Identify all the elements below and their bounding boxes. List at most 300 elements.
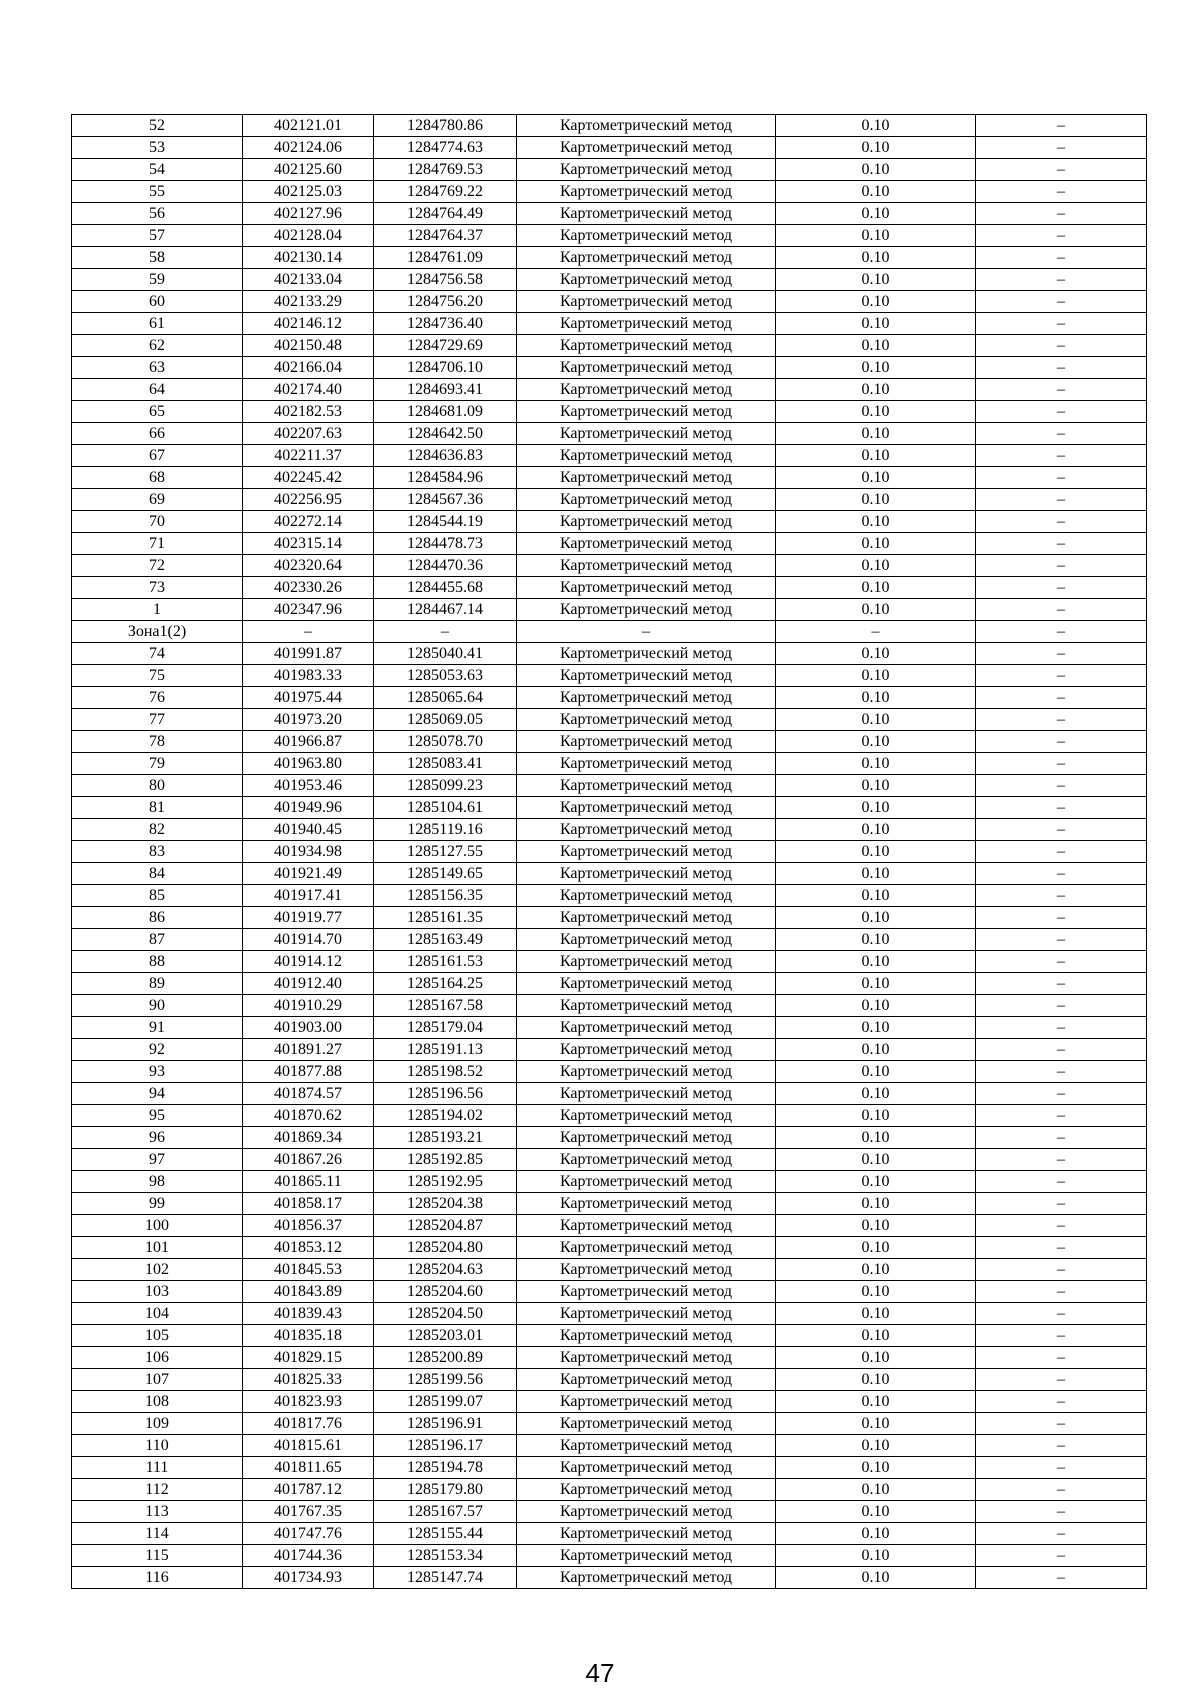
y-coordinate-cell: 1285179.04 — [374, 1017, 517, 1039]
point-number-cell: Зона1(2) — [72, 621, 243, 643]
point-number-cell: 104 — [72, 1303, 243, 1325]
x-coordinate-cell: 401829.15 — [243, 1347, 374, 1369]
x-coordinate-cell: 401940.45 — [243, 819, 374, 841]
method-cell: Картометрический метод — [517, 203, 776, 225]
table-row — [72, 1435, 1147, 1457]
accuracy-cell: 0.10 — [776, 1127, 976, 1149]
x-coordinate-cell: 402150.48 — [243, 335, 374, 357]
y-coordinate-cell: 1284693.41 — [374, 379, 517, 401]
y-coordinate-cell: 1285167.58 — [374, 995, 517, 1017]
x-coordinate-cell: 401910.29 — [243, 995, 374, 1017]
y-coordinate-cell: 1285193.21 — [374, 1127, 517, 1149]
accuracy-cell: 0.10 — [776, 885, 976, 907]
point-number-cell: 75 — [72, 665, 243, 687]
accuracy-cell: 0.10 — [776, 995, 976, 1017]
accuracy-cell: 0.10 — [776, 753, 976, 775]
point-number-cell: 94 — [72, 1083, 243, 1105]
accuracy-cell: 0.10 — [776, 1413, 976, 1435]
point-number-cell: 53 — [72, 137, 243, 159]
table-row — [72, 225, 1147, 247]
y-coordinate-cell: 1285179.80 — [374, 1479, 517, 1501]
y-coordinate-cell: 1284764.37 — [374, 225, 517, 247]
y-coordinate-cell: 1285155.44 — [374, 1523, 517, 1545]
method-cell: Картометрический метод — [517, 995, 776, 1017]
table-row — [72, 709, 1147, 731]
accuracy-cell: 0.10 — [776, 1347, 976, 1369]
accuracy-cell: 0.10 — [776, 665, 976, 687]
accuracy-cell: 0.10 — [776, 203, 976, 225]
y-coordinate-cell: 1284756.20 — [374, 291, 517, 313]
method-cell: Картометрический метод — [517, 643, 776, 665]
table-row — [72, 973, 1147, 995]
table-row — [72, 1039, 1147, 1061]
y-coordinate-cell: 1285149.65 — [374, 863, 517, 885]
y-coordinate-cell: 1284736.40 — [374, 313, 517, 335]
accuracy-cell: 0.10 — [776, 1259, 976, 1281]
note-cell: – — [976, 995, 1147, 1017]
point-number-cell: 80 — [72, 775, 243, 797]
point-number-cell: 70 — [72, 511, 243, 533]
x-coordinate-cell: 402133.29 — [243, 291, 374, 313]
method-cell: Картометрический метод — [517, 1281, 776, 1303]
note-cell: – — [976, 1127, 1147, 1149]
method-cell: Картометрический метод — [517, 291, 776, 313]
x-coordinate-cell: 401811.65 — [243, 1457, 374, 1479]
table-row — [72, 1237, 1147, 1259]
y-coordinate-cell: 1285204.80 — [374, 1237, 517, 1259]
table-row — [72, 1281, 1147, 1303]
accuracy-cell: 0.10 — [776, 247, 976, 269]
y-coordinate-cell: 1285198.52 — [374, 1061, 517, 1083]
y-coordinate-cell: 1285164.25 — [374, 973, 517, 995]
y-coordinate-cell: 1285127.55 — [374, 841, 517, 863]
x-coordinate-cell: 401823.93 — [243, 1391, 374, 1413]
point-number-cell: 67 — [72, 445, 243, 467]
accuracy-cell: 0.10 — [776, 1391, 976, 1413]
y-coordinate-cell: 1284467.14 — [374, 599, 517, 621]
method-cell: Картометрический метод — [517, 1369, 776, 1391]
method-cell: Картометрический метод — [517, 445, 776, 467]
method-cell: Картометрический метод — [517, 863, 776, 885]
note-cell: – — [976, 951, 1147, 973]
point-number-cell: 97 — [72, 1149, 243, 1171]
accuracy-cell: 0.10 — [776, 1171, 976, 1193]
accuracy-cell: 0.10 — [776, 181, 976, 203]
accuracy-cell: 0.10 — [776, 929, 976, 951]
page-number: 47 — [585, 1658, 615, 1688]
accuracy-cell: 0.10 — [776, 1325, 976, 1347]
note-cell: – — [976, 423, 1147, 445]
table-row — [72, 1567, 1147, 1589]
accuracy-cell: 0.10 — [776, 643, 976, 665]
table-row — [72, 753, 1147, 775]
point-number-cell: 76 — [72, 687, 243, 709]
note-cell: – — [976, 577, 1147, 599]
accuracy-cell: 0.10 — [776, 445, 976, 467]
accuracy-cell: 0.10 — [776, 511, 976, 533]
note-cell: – — [976, 401, 1147, 423]
note-cell: – — [976, 1083, 1147, 1105]
point-number-cell: 79 — [72, 753, 243, 775]
method-cell: Картометрический метод — [517, 1325, 776, 1347]
y-coordinate-cell: 1284584.96 — [374, 467, 517, 489]
y-coordinate-cell: 1285204.38 — [374, 1193, 517, 1215]
table-row — [72, 203, 1147, 225]
y-coordinate-cell: 1284761.09 — [374, 247, 517, 269]
note-cell: – — [976, 335, 1147, 357]
note-cell: – — [976, 1237, 1147, 1259]
x-coordinate-cell: 401825.33 — [243, 1369, 374, 1391]
accuracy-cell: 0.10 — [776, 1545, 976, 1567]
accuracy-cell: 0.10 — [776, 1083, 976, 1105]
accuracy-cell: 0.10 — [776, 269, 976, 291]
table-row — [72, 1259, 1147, 1281]
point-number-cell: 100 — [72, 1215, 243, 1237]
x-coordinate-cell: 402166.04 — [243, 357, 374, 379]
accuracy-cell: 0.10 — [776, 1061, 976, 1083]
accuracy-cell: 0.10 — [776, 379, 976, 401]
point-number-cell: 77 — [72, 709, 243, 731]
x-coordinate-cell: 402133.04 — [243, 269, 374, 291]
method-cell: Картометрический метод — [517, 357, 776, 379]
x-coordinate-cell: 401870.62 — [243, 1105, 374, 1127]
method-cell: Картометрический метод — [517, 335, 776, 357]
accuracy-cell: 0.10 — [776, 357, 976, 379]
x-coordinate-cell: 401914.70 — [243, 929, 374, 951]
y-coordinate-cell: 1285053.63 — [374, 665, 517, 687]
accuracy-cell: 0.10 — [776, 159, 976, 181]
method-cell: Картометрический метод — [517, 379, 776, 401]
table-row — [72, 401, 1147, 423]
accuracy-cell: 0.10 — [776, 577, 976, 599]
method-cell: Картометрический метод — [517, 1149, 776, 1171]
accuracy-cell: 0.10 — [776, 841, 976, 863]
accuracy-cell: 0.10 — [776, 973, 976, 995]
point-number-cell: 56 — [72, 203, 243, 225]
note-cell: – — [976, 1369, 1147, 1391]
table-row — [72, 995, 1147, 1017]
point-number-cell: 90 — [72, 995, 243, 1017]
x-coordinate-cell: 401973.20 — [243, 709, 374, 731]
note-cell: – — [976, 1193, 1147, 1215]
method-cell: Картометрический метод — [517, 1215, 776, 1237]
point-number-cell: 73 — [72, 577, 243, 599]
table-row — [72, 1127, 1147, 1149]
y-coordinate-cell: 1285194.78 — [374, 1457, 517, 1479]
table-row — [72, 181, 1147, 203]
table-row — [72, 1303, 1147, 1325]
table-row — [72, 1083, 1147, 1105]
table-row — [72, 1479, 1147, 1501]
method-cell: Картометрический метод — [517, 489, 776, 511]
x-coordinate-cell: 401914.12 — [243, 951, 374, 973]
accuracy-cell: 0.10 — [776, 1523, 976, 1545]
note-cell: – — [976, 1171, 1147, 1193]
note-cell: – — [976, 445, 1147, 467]
method-cell: Картометрический метод — [517, 1479, 776, 1501]
table-row — [72, 951, 1147, 973]
table-row — [72, 1457, 1147, 1479]
note-cell: – — [976, 203, 1147, 225]
point-number-cell: 86 — [72, 907, 243, 929]
y-coordinate-cell: 1284769.22 — [374, 181, 517, 203]
accuracy-cell: 0.10 — [776, 1501, 976, 1523]
method-cell: Картометрический метод — [517, 951, 776, 973]
accuracy-cell: 0.10 — [776, 1435, 976, 1457]
method-cell: Картометрический метод — [517, 753, 776, 775]
table-row — [72, 489, 1147, 511]
note-cell: – — [976, 225, 1147, 247]
accuracy-cell: 0.10 — [776, 313, 976, 335]
note-cell: – — [976, 313, 1147, 335]
point-number-cell: 85 — [72, 885, 243, 907]
table-row — [72, 731, 1147, 753]
x-coordinate-cell: 402256.95 — [243, 489, 374, 511]
y-coordinate-cell: 1285196.56 — [374, 1083, 517, 1105]
point-number-cell: 110 — [72, 1435, 243, 1457]
point-number-cell: 72 — [72, 555, 243, 577]
coordinates-table-body — [72, 115, 1147, 1589]
note-cell: – — [976, 621, 1147, 643]
table-row — [72, 687, 1147, 709]
accuracy-cell: 0.10 — [776, 1457, 976, 1479]
note-cell: – — [976, 709, 1147, 731]
x-coordinate-cell: 402182.53 — [243, 401, 374, 423]
note-cell: – — [976, 1325, 1147, 1347]
note-cell: – — [976, 159, 1147, 181]
point-number-cell: 84 — [72, 863, 243, 885]
y-coordinate-cell: 1284769.53 — [374, 159, 517, 181]
table-row — [72, 511, 1147, 533]
accuracy-cell: 0.10 — [776, 401, 976, 423]
x-coordinate-cell: 401877.88 — [243, 1061, 374, 1083]
x-coordinate-cell: 401919.77 — [243, 907, 374, 929]
method-cell: Картометрический метод — [517, 115, 776, 137]
x-coordinate-cell: 401891.27 — [243, 1039, 374, 1061]
method-cell: Картометрический метод — [517, 599, 776, 621]
accuracy-cell: 0.10 — [776, 731, 976, 753]
method-cell: Картометрический метод — [517, 313, 776, 335]
note-cell: – — [976, 291, 1147, 313]
x-coordinate-cell: 402128.04 — [243, 225, 374, 247]
note-cell: – — [976, 1105, 1147, 1127]
method-cell: Картометрический метод — [517, 907, 776, 929]
method-cell: Картометрический метод — [517, 225, 776, 247]
note-cell: – — [976, 1545, 1147, 1567]
x-coordinate-cell: 402330.26 — [243, 577, 374, 599]
table-row — [72, 313, 1147, 335]
x-coordinate-cell: 401815.61 — [243, 1435, 374, 1457]
point-number-cell: 60 — [72, 291, 243, 313]
method-cell: Картометрический метод — [517, 1193, 776, 1215]
point-number-cell: 83 — [72, 841, 243, 863]
table-row — [72, 1369, 1147, 1391]
table-row — [72, 379, 1147, 401]
point-number-cell: 111 — [72, 1457, 243, 1479]
point-number-cell: 112 — [72, 1479, 243, 1501]
point-number-cell: 92 — [72, 1039, 243, 1061]
method-cell: Картометрический метод — [517, 1017, 776, 1039]
point-number-cell: 66 — [72, 423, 243, 445]
x-coordinate-cell: 402245.42 — [243, 467, 374, 489]
method-cell: Картометрический метод — [517, 819, 776, 841]
y-coordinate-cell: 1285196.91 — [374, 1413, 517, 1435]
accuracy-cell: 0.10 — [776, 951, 976, 973]
note-cell: – — [976, 379, 1147, 401]
x-coordinate-cell: 401917.41 — [243, 885, 374, 907]
x-coordinate-cell: 401744.36 — [243, 1545, 374, 1567]
note-cell: – — [976, 1303, 1147, 1325]
y-coordinate-cell: 1284780.86 — [374, 115, 517, 137]
table-row — [72, 1325, 1147, 1347]
note-cell: – — [976, 467, 1147, 489]
method-cell: Картометрический метод — [517, 1545, 776, 1567]
method-cell: Картометрический метод — [517, 1259, 776, 1281]
table-row — [72, 555, 1147, 577]
note-cell: – — [976, 1149, 1147, 1171]
note-cell: – — [976, 973, 1147, 995]
x-coordinate-cell: 402125.03 — [243, 181, 374, 203]
y-coordinate-cell: 1285204.63 — [374, 1259, 517, 1281]
y-coordinate-cell: 1284729.69 — [374, 335, 517, 357]
method-cell: Картометрический метод — [517, 709, 776, 731]
y-coordinate-cell: 1284478.73 — [374, 533, 517, 555]
accuracy-cell: 0.10 — [776, 709, 976, 731]
note-cell: – — [976, 885, 1147, 907]
x-coordinate-cell: 401767.35 — [243, 1501, 374, 1523]
method-cell: Картометрический метод — [517, 247, 776, 269]
table-row — [72, 335, 1147, 357]
accuracy-cell: 0.10 — [776, 819, 976, 841]
point-number-cell: 96 — [72, 1127, 243, 1149]
method-cell: Картометрический метод — [517, 731, 776, 753]
x-coordinate-cell: 402320.64 — [243, 555, 374, 577]
point-number-cell: 52 — [72, 115, 243, 137]
table-row — [72, 1017, 1147, 1039]
point-number-cell: 101 — [72, 1237, 243, 1259]
x-coordinate-cell: 401869.34 — [243, 1127, 374, 1149]
accuracy-cell: 0.10 — [776, 225, 976, 247]
table-row — [72, 577, 1147, 599]
x-coordinate-cell: 401858.17 — [243, 1193, 374, 1215]
accuracy-cell: 0.10 — [776, 489, 976, 511]
x-coordinate-cell: 401787.12 — [243, 1479, 374, 1501]
y-coordinate-cell: 1285192.95 — [374, 1171, 517, 1193]
x-coordinate-cell: 402347.96 — [243, 599, 374, 621]
y-coordinate-cell: 1285153.34 — [374, 1545, 517, 1567]
x-coordinate-cell: 401975.44 — [243, 687, 374, 709]
accuracy-cell: 0.10 — [776, 863, 976, 885]
x-coordinate-cell: 402207.63 — [243, 423, 374, 445]
accuracy-cell: 0.10 — [776, 687, 976, 709]
method-cell: Картометрический метод — [517, 1127, 776, 1149]
note-cell: – — [976, 753, 1147, 775]
method-cell: Картометрический метод — [517, 797, 776, 819]
y-coordinate-cell: 1285147.74 — [374, 1567, 517, 1589]
method-cell: Картометрический метод — [517, 1567, 776, 1589]
point-number-cell: 64 — [72, 379, 243, 401]
y-coordinate-cell: 1285099.23 — [374, 775, 517, 797]
accuracy-cell: 0.10 — [776, 775, 976, 797]
y-coordinate-cell: 1285069.05 — [374, 709, 517, 731]
method-cell: Картометрический метод — [517, 929, 776, 951]
accuracy-cell: 0.10 — [776, 1567, 976, 1589]
point-number-cell: 113 — [72, 1501, 243, 1523]
note-cell: – — [976, 1435, 1147, 1457]
note-cell: – — [976, 1413, 1147, 1435]
table-row — [72, 1523, 1147, 1545]
point-number-cell: 1 — [72, 599, 243, 621]
point-number-cell: 87 — [72, 929, 243, 951]
note-cell: – — [976, 731, 1147, 753]
table-row — [72, 599, 1147, 621]
method-cell: Картометрический метод — [517, 533, 776, 555]
y-coordinate-cell: 1285204.87 — [374, 1215, 517, 1237]
table-row — [72, 775, 1147, 797]
method-cell: Картометрический метод — [517, 1303, 776, 1325]
point-number-cell: 102 — [72, 1259, 243, 1281]
note-cell: – — [976, 907, 1147, 929]
note-cell: – — [976, 929, 1147, 951]
method-cell: Картометрический метод — [517, 665, 776, 687]
accuracy-cell: 0.10 — [776, 467, 976, 489]
x-coordinate-cell: 401921.49 — [243, 863, 374, 885]
x-coordinate-cell: 402315.14 — [243, 533, 374, 555]
point-number-cell: 95 — [72, 1105, 243, 1127]
method-cell: Картометрический метод — [517, 1435, 776, 1457]
x-coordinate-cell: 401845.53 — [243, 1259, 374, 1281]
x-coordinate-cell: 401903.00 — [243, 1017, 374, 1039]
method-cell: – — [517, 621, 776, 643]
note-cell: – — [976, 115, 1147, 137]
point-number-cell: 78 — [72, 731, 243, 753]
method-cell: Картометрический метод — [517, 1061, 776, 1083]
accuracy-cell: 0.10 — [776, 423, 976, 445]
note-cell: – — [976, 357, 1147, 379]
method-cell: Картометрический метод — [517, 841, 776, 863]
note-cell: – — [976, 247, 1147, 269]
y-coordinate-cell: 1285200.89 — [374, 1347, 517, 1369]
point-number-cell: 115 — [72, 1545, 243, 1567]
table-row — [72, 445, 1147, 467]
table-row — [72, 621, 1147, 643]
accuracy-cell: 0.10 — [776, 1149, 976, 1171]
note-cell: – — [976, 489, 1147, 511]
y-coordinate-cell: 1284567.36 — [374, 489, 517, 511]
point-number-cell: 91 — [72, 1017, 243, 1039]
y-coordinate-cell: 1285199.56 — [374, 1369, 517, 1391]
point-number-cell: 98 — [72, 1171, 243, 1193]
y-coordinate-cell: 1285083.41 — [374, 753, 517, 775]
note-cell: – — [976, 137, 1147, 159]
table-row — [72, 1215, 1147, 1237]
x-coordinate-cell: 401949.96 — [243, 797, 374, 819]
y-coordinate-cell: 1284756.58 — [374, 269, 517, 291]
point-number-cell: 65 — [72, 401, 243, 423]
table-row — [72, 1193, 1147, 1215]
y-coordinate-cell: – — [374, 621, 517, 643]
accuracy-cell: 0.10 — [776, 1193, 976, 1215]
accuracy-cell: 0.10 — [776, 1105, 976, 1127]
method-cell: Картометрический метод — [517, 555, 776, 577]
method-cell: Картометрический метод — [517, 181, 776, 203]
point-number-cell: 88 — [72, 951, 243, 973]
y-coordinate-cell: 1285078.70 — [374, 731, 517, 753]
point-number-cell: 62 — [72, 335, 243, 357]
x-coordinate-cell: 401912.40 — [243, 973, 374, 995]
table-row — [72, 269, 1147, 291]
point-number-cell: 116 — [72, 1567, 243, 1589]
